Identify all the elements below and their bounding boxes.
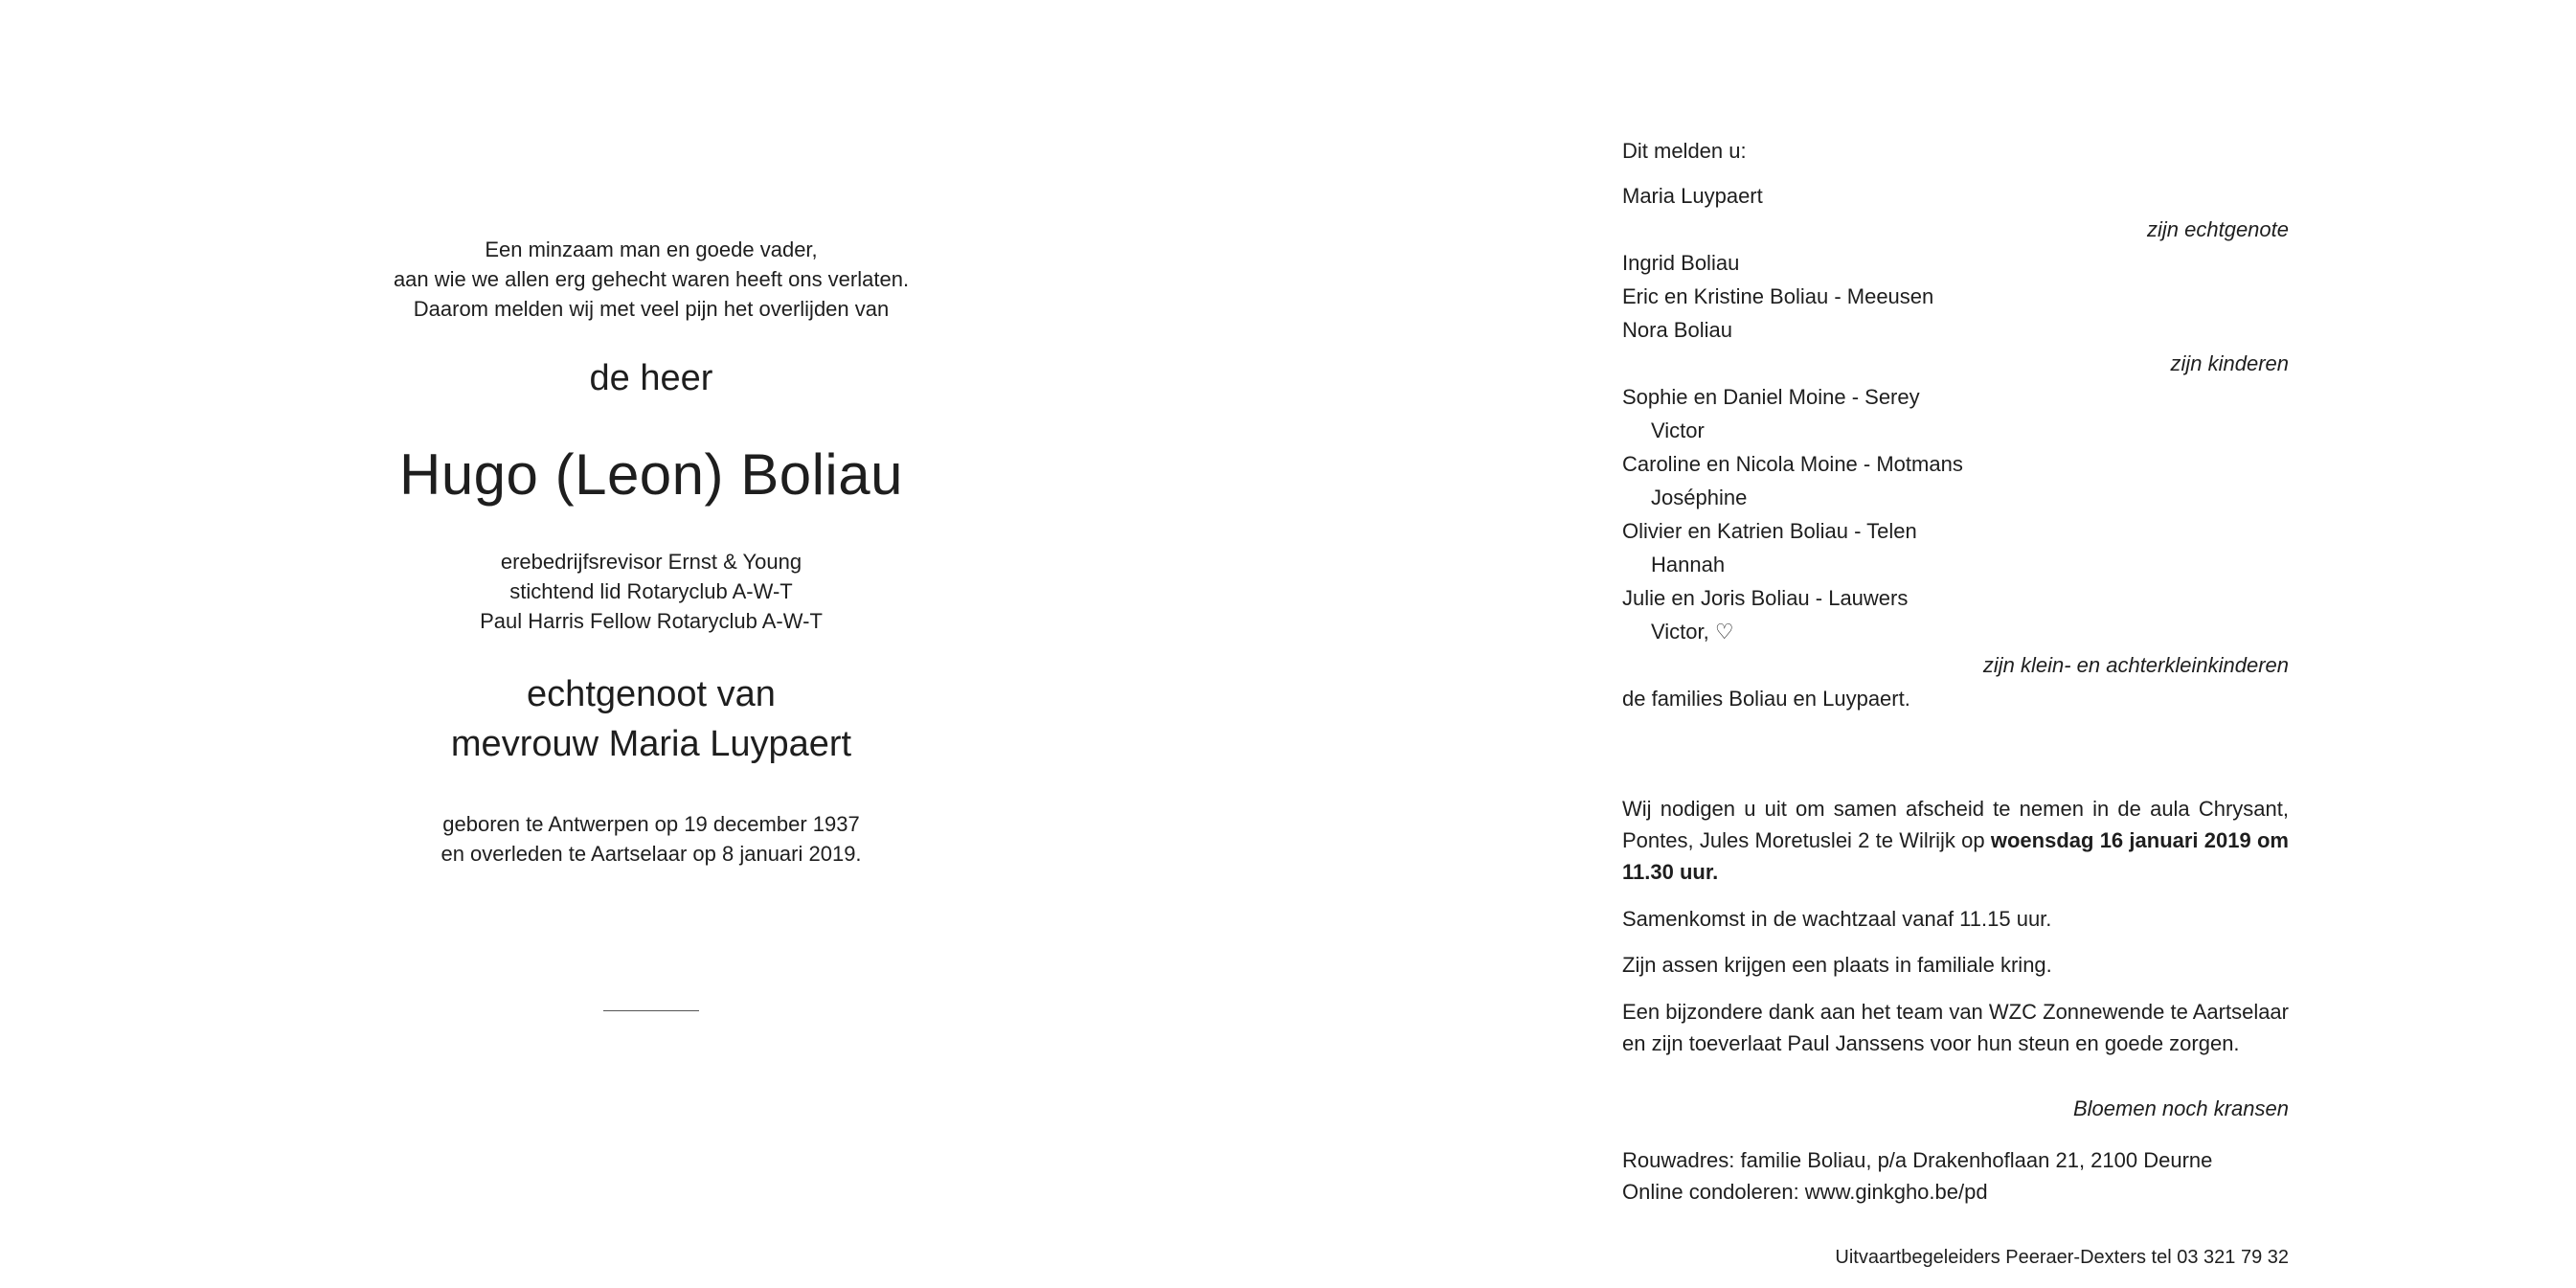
- child-name: Ingrid Boliau: [1622, 251, 1740, 275]
- title-line: stichtend lid Rotaryclub A-W-T: [509, 579, 793, 603]
- invitation-text: Wij nodigen u uit om samen afscheid te nemen in de aula Chrysant, Pontes, Jules Moretuslei 2 te Wilrijk op: [1622, 797, 2289, 852]
- undertaker-footer: Uitvaartbegeleiders Peeraer-Dexters tel 03 321 79 32: [1835, 1247, 2289, 1268]
- divider-line: [603, 1010, 699, 1011]
- grandchild-name: Olivier en Katrien Boliau - Telen: [1622, 519, 1917, 543]
- date-line: geboren te Antwerpen op 19 december 1937: [442, 812, 860, 836]
- title-line: erebedrijfsrevisor Ernst & Young: [500, 550, 802, 574]
- date-line: en overleden te Aartselaar op 8 januari 2019.: [441, 842, 862, 866]
- spouse-line: echtgenoot van: [527, 674, 776, 714]
- intro-line: aan wie we allen erg gehecht waren heeft ons verlaten.: [393, 267, 910, 291]
- ceremony-date: woensdag 16 januari 2019 om 11.30 uur.: [1622, 828, 2289, 884]
- grandchild-name: Victor, ♡: [1651, 620, 1734, 644]
- flowers-note: Bloemen noch kransen: [2072, 1096, 2289, 1120]
- families: de families Boliau en Luypaert.: [1622, 687, 1910, 711]
- deceased-name: Hugo (Leon) Boliau: [398, 442, 903, 507]
- grandchildren-role: zijn klein- en achterkleinkinderen: [1982, 653, 2289, 677]
- spouse-name: Maria Luypaert: [1622, 184, 1763, 208]
- intro-line: Een minzaam man en goede vader,: [485, 237, 818, 261]
- title-line: Paul Harris Fellow Rotaryclub A-W-T: [480, 609, 823, 633]
- grandchild-name: Sophie en Daniel Moine - Serey: [1622, 385, 1920, 409]
- intro-text: [0, 235, 1302, 324]
- address-line: Rouwadres: familie Boliau, p/a Drakenhoflaan 21, 2100 Deurne: [1622, 1148, 2213, 1172]
- salutation: de heer: [589, 358, 713, 398]
- grandchild-name: Joséphine: [1651, 486, 1748, 509]
- right-panel: [1622, 0, 2289, 1288]
- dates-block: [0, 809, 1302, 869]
- heading: Dit melden u:: [1622, 139, 1747, 163]
- intro-line: Daarom melden wij met veel pijn het overlijden van: [413, 297, 890, 321]
- spouse-role: zijn echtgenote: [2147, 217, 2289, 241]
- thanks-paragraph: Een bijzondere dank aan het team van WZC Zonnewende te Aartselaar en zijn toeverlaat Paul Janssens voor hun steun en goede zorgen.: [1622, 1000, 2289, 1055]
- ashes-text: Zijn assen krijgen een plaats in familiale kring.: [1622, 953, 2052, 977]
- invitation-paragraph: [1622, 793, 2289, 888]
- grandchild-name: Victor: [1651, 418, 1705, 442]
- grandchild-name: Hannah: [1651, 553, 1726, 576]
- grandchild-name: Caroline en Nicola Moine - Motmans: [1622, 452, 1963, 476]
- children-role: zijn kinderen: [2170, 351, 2289, 375]
- titles: [0, 547, 1302, 636]
- child-name: Eric en Kristine Boliau - Meeusen: [1622, 284, 1934, 308]
- grandchild-name: Julie en Joris Boliau - Lauwers: [1622, 586, 1909, 610]
- gathering-text: Samenkomst in de wachtzaal vanaf 11.15 uur.: [1622, 907, 2052, 931]
- spouse-line: mevrouw Maria Luypaert: [450, 724, 852, 764]
- online-condolence: Online condoleren: www.ginkgho.be/pd: [1622, 1180, 1988, 1204]
- spouse-block: [0, 669, 1302, 769]
- child-name: Nora Boliau: [1622, 318, 1732, 342]
